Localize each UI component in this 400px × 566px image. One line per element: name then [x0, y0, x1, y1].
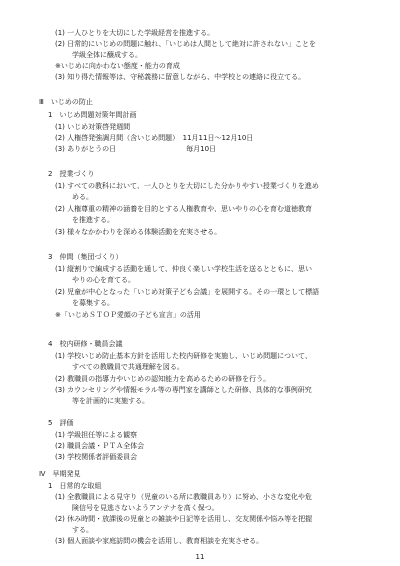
item-line-continuation: すべての教職員で共通理解を図る。 — [72, 363, 184, 371]
note-line: ※「いじめＳＴＯＰ愛顔の子ども宣言」の活用 — [55, 311, 201, 319]
item-line: (2) 児童が中心となった「いじめ対策子ども会議」を展開する。その一環として標語 — [55, 288, 320, 296]
item-line: (1) 縦割りで編成する活動を通して、仲良く楽しい学校生活を送るとともに、思い — [55, 265, 312, 273]
note-line: ※いじめに向かわない態度・能力の育成 — [55, 62, 180, 70]
item-line-continuation: 学級全体に醸成する。 — [72, 51, 142, 59]
item-line: (3) カウンセリングや情報モラル等の専門家を講師とした研修、具体的な事例研究 — [55, 386, 312, 394]
subsection-heading: 4 校内研修・職員会議 — [48, 340, 123, 348]
subsection-heading: 1 日常的な取組 — [48, 482, 102, 490]
item-line: (2) 職員会議・ＰＴＡ全体会 — [55, 442, 145, 450]
page-number: 11 — [195, 553, 205, 561]
item-line-continuation: を推進する。 — [72, 216, 114, 224]
item-line: (2) 休み時間・放課後の児童との雑談や日記等を活用し、交友関係や悩み等を把握 — [55, 515, 313, 523]
item-line: (1) いじめ対策啓発週間 — [55, 123, 131, 131]
subsection-heading: 2 授業づくり — [48, 170, 95, 178]
item-line-continuation: する。 — [72, 526, 93, 534]
item-line: (1) 全教職員による見守り（児童のいる所に教職員あり）に努め、小さな変化や危 — [55, 493, 312, 501]
subsection-heading: 3 仲間（集団づくり） — [48, 253, 123, 261]
item-line: (1) すべての教科において、一人ひとりを大切にした分かりやすい授業づくりを進め — [55, 182, 319, 190]
item-line: (3) ありがとうの日 毎月10日 — [55, 145, 217, 153]
item-line-continuation: を募集する。 — [72, 299, 114, 307]
item-line: (3) 様々なかかわりを深める体験活動を充実させる。 — [55, 228, 222, 236]
subsection-heading: 5 評価 — [48, 419, 74, 427]
item-line: (3) 知り得た情報等は、守秘義務に留意しながら、中学校との連絡に役立てる。 — [55, 73, 306, 81]
item-line: (2) 教職員の指導力やいじめの認知能力を高めるための研修を行う。 — [55, 375, 271, 383]
item-line: (2) 日常的にいじめの問題に触れ、「いじめは人間として絶対に許されない」ことを — [55, 40, 317, 48]
item-line: (3) 個人面談や家庭訪問の機会を活用し、教育相談を充実させる。 — [55, 537, 264, 545]
item-line-continuation: 等を計画的に実施する。 — [72, 397, 149, 405]
subsection-heading: 1 いじめ問題対策年間計画 — [48, 111, 137, 119]
section-heading: Ⅲ いじめの防止 — [39, 98, 93, 106]
item-line: (2) 人権啓発強調月間（含いじめ問題） 11月11日～12月10日 — [55, 134, 254, 142]
item-line: (1) 学級担任等による観察 — [55, 431, 138, 439]
item-line-continuation: める。 — [72, 193, 93, 201]
item-line: (2) 人権尊重の精神の涵養を目的とする人権教育や、思いやりの心を育む道徳教育 — [55, 205, 312, 213]
section-heading: Ⅳ 早期発見 — [39, 470, 81, 478]
item-line-continuation: 険信号を見逃さないようアンテナを高く保つ。 — [72, 504, 219, 512]
item-line: (1) 学校いじめ防止基本方針を活用した校内研修を実施し、いじめ問題について、 — [55, 352, 312, 360]
item-line-continuation: やりの心を育てる。 — [72, 276, 135, 284]
item-line: (3) 学校関係者評価委員会 — [55, 453, 138, 461]
item-line: (1) 一人ひとりを大切にした学級経営を推進する。 — [55, 29, 215, 37]
